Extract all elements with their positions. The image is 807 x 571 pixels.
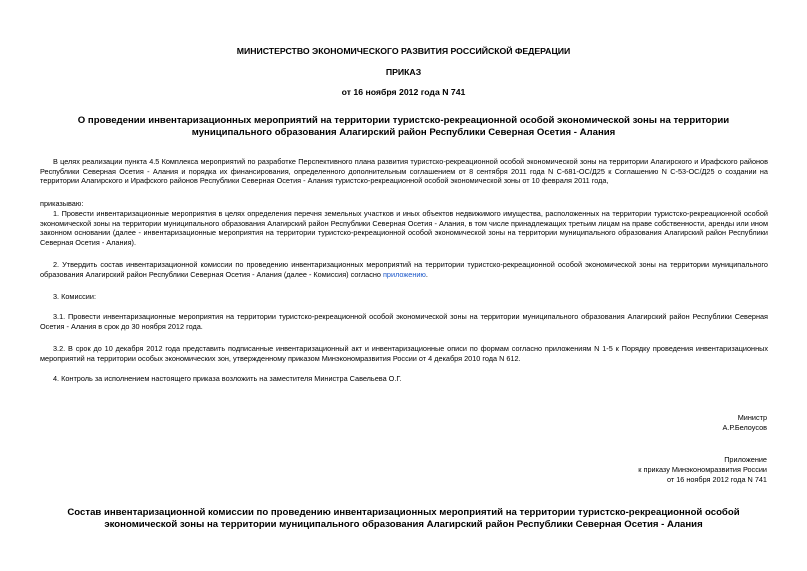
preamble-paragraph: В целях реализации пункта 4.5 Комплекса мероприятий по разработке Перспективного плана развития туристско-рекреационной особой экономической зоны на территории Алагирского и Ирафского районов Республики Северная Осетия - Алания и порядка их финансирования, определенного дополнительным соглашением от 8 сентября 2011 года N С-681-ОС/Д25 к Соглашению N С-53-ОС/Д25 о создании на территории Алагирского и Ирафского районов Республики Северная Осетия - Алания туристско-рекреационной особой экономической зоны от 10 февраля 2011 года, <box>40 157 768 186</box>
item-2-paragraph <box>40 260 768 279</box>
appendix-label: Приложение <box>724 455 767 464</box>
item-4-paragraph: 4. Контроль за исполнением настоящего приказа возложить на заместителя Министра Савельева О.Г. <box>53 374 402 383</box>
order-date-number: от 16 ноября 2012 года N 741 <box>341 87 466 97</box>
item-3-2-paragraph: 3.2. В срок до 10 декабря 2012 года представить подписанные инвентаризационный акт и инвентаризационные описи по формам согласно приложениям N 1-5 к Порядку проведения инвентаризационных мероприятий на территории особых экономических зон, утвержденному приказом Минэкономразвития России от 4 декабря 2010 года N 612. <box>40 344 768 363</box>
item-3-heading: 3. Комиссии: <box>53 292 96 301</box>
ministry-heading: МИНИСТЕРСТВО ЭКОНОМИЧЕСКОГО РАЗВИТИЯ РОССИЙСКОЙ ФЕДЕРАЦИИ <box>236 46 571 56</box>
order-word: приказываю: <box>40 199 84 208</box>
appendix-link[interactable]: приложению <box>382 269 426 279</box>
item-3-1-paragraph: 3.1. Провести инвентаризационные мероприятия на территории туристско-рекреационной особой экономической зоны на территории муниципального образования Алагирский район Республики Северная Осетия - Алания в срок до 30 ноября 2012 года. <box>40 312 768 331</box>
signature-name: А.Р.Белоусов <box>722 423 767 432</box>
appendix-title: Состав инвентаризационной комиссии по проведению инвентаризационных мероприятий на территории туристско-рекреационной особой экономической зоны на территории муниципального образования Алагирский район Республики Северная Осетия - Алания <box>67 507 740 530</box>
order-title: О проведении инвентаризационных мероприятий на территории туристско-рекреационной особой экономической зоны на территории муниципального образования Алагирский район Республики Северная Осетия - Алания <box>77 115 730 138</box>
doc-type-heading: ПРИКАЗ <box>385 67 422 77</box>
appendix-date: от 16 ноября 2012 года N 741 <box>666 475 767 484</box>
signature-position: Министр <box>737 413 767 422</box>
item-2-end: . <box>425 269 428 279</box>
item-2-text: 2. Утвердить состав инвентаризационной комиссии по проведению инвентаризационных мероприятий на территории туристско-рекреационной особой экономической зоны на территории муниципального образования Алагирский район Республики Северная Осетия - Алания (далее - Комиссия) согласно <box>40 260 768 279</box>
appendix-ref: к приказу Минэкономразвития России <box>638 465 767 474</box>
item-1-paragraph: 1. Провести инвентаризационные мероприятия в целях определения перечня земельных участков и иных объектов недвижимого имущества, расположенных на территории туристско-рекреационной особой экономической зоны на территории муниципального образования Алагирский район Республики Северная Осетия - Алания, в том числе принадлежащих третьим лицам на праве собственности, аренды или ином законном основании (далее - инвентаризационные мероприятия на территории туристско-рекреационной особой экономической зоны на территории муниципального образования Алагирский район Республики Северная Осетия - Алания). <box>40 209 768 247</box>
